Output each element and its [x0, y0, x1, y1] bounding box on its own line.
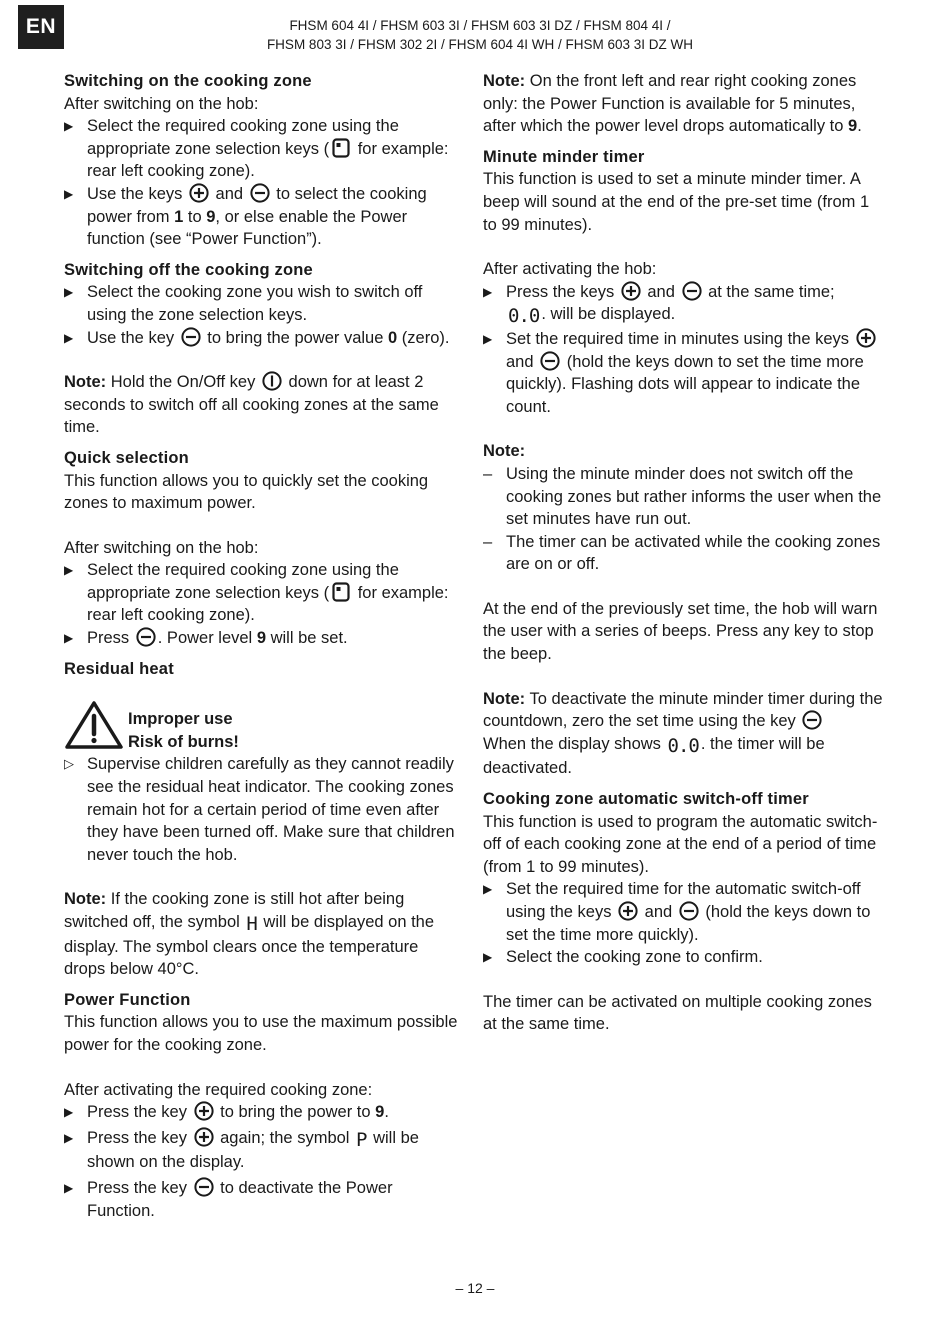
step-text: Select the required cooking zone using the appropriate zone selection keys ( — [87, 561, 399, 602]
plus-key-icon — [194, 1101, 214, 1121]
minute-minder-notes — [483, 463, 883, 576]
left-column — [64, 70, 464, 1222]
power-function-steps — [64, 1101, 464, 1222]
section-title-quick-selection: Quick selection — [64, 448, 189, 467]
minus-key-icon — [250, 183, 270, 203]
power-value: 0 — [388, 328, 398, 347]
plus-key-icon — [194, 1127, 214, 1147]
minus-key-icon — [679, 901, 699, 921]
step-text: Use the keys — [87, 184, 187, 203]
list-item — [64, 183, 464, 251]
minute-minder-intro: After activating the hob: — [483, 260, 657, 279]
list-item — [483, 878, 883, 946]
step-text: . will be displayed. — [541, 305, 676, 324]
section-title-auto-switch-off: Cooking zone automatic switch-off timer — [483, 790, 809, 809]
list-item — [64, 327, 464, 350]
power-function-intro: After activating the required cooking zone: — [64, 1080, 373, 1099]
list-item — [483, 946, 883, 969]
display-zero-zero: 0.0 — [667, 734, 699, 757]
auto-switch-off-end-text: The timer can be activated on multiple cooking zones at the same time. — [483, 992, 872, 1034]
note-text: . — [857, 117, 862, 136]
list-item — [64, 753, 464, 866]
display-symbol-h: H — [246, 913, 257, 935]
step-text: . Power level — [157, 629, 257, 648]
section-title-minute-minder: Minute minder timer — [483, 147, 645, 166]
model-line-2: FHSM 803 3I / FHSM 302 2I / FHSM 604 4I WH / FHSM 603 3I DZ WH — [266, 37, 694, 52]
plus-key-icon — [621, 281, 641, 301]
minute-minder-steps — [483, 281, 883, 419]
step-text: for example: rear left cooking zone). — [87, 139, 449, 181]
power-value: 9 — [256, 629, 266, 648]
step-text: Press the keys — [506, 282, 619, 301]
list-item — [64, 1101, 464, 1124]
warning-triangle-icon — [64, 700, 124, 750]
minus-key-icon — [802, 710, 822, 730]
quick-selection-text: This function allows you to quickly set the cooking zones to maximum power. — [64, 471, 429, 513]
note-text: . the timer will be deactivated. — [483, 734, 825, 778]
zone-select-key-icon — [331, 138, 351, 158]
power-key-icon — [262, 371, 282, 391]
note-label: Note: — [483, 72, 526, 90]
step-text: , or else enable the Power function (see “Power Function”). — [87, 207, 408, 249]
zone-select-key-icon — [331, 582, 351, 602]
note-heading: Note: — [483, 442, 526, 461]
step-text: (hold the keys down to set the time more quickly). — [506, 903, 871, 944]
note-text: will be displayed on the display. The symbol clears once the temperature drops below 40°C. — [64, 913, 435, 979]
warning-line-1: Improper use — [128, 710, 233, 729]
note-text: The timer can be activated while the cooking zones are on or off. — [506, 532, 881, 574]
switching-on-steps — [64, 115, 464, 251]
minus-key-icon — [136, 627, 156, 647]
plus-key-icon — [189, 183, 209, 203]
right-column — [483, 70, 883, 1036]
plus-key-icon — [618, 901, 638, 921]
step-text: Set the required time for the automatic switch-off using the keys — [506, 880, 861, 921]
step-text: Select the cooking zone you wish to switch off using the zone selection keys. — [87, 283, 423, 324]
step-text: to select the cooking power from — [87, 184, 427, 226]
section-title-switching-on: Switching on the cooking zone — [64, 72, 312, 90]
language-badge: EN — [18, 5, 64, 49]
step-text: to bring the power value — [202, 328, 388, 347]
note-text: When the display shows — [483, 734, 666, 753]
power-value: 1 — [174, 207, 184, 226]
minus-key-icon — [194, 1177, 214, 1197]
step-text: (hold the keys down to set the time more quickly). Flashing dots will appear to indicate the count. — [506, 352, 864, 416]
step-text: will be shown on the display. — [87, 1128, 419, 1172]
step-text: Press the key — [87, 1178, 192, 1197]
note-text: down for at least 2 seconds to switch off all cooking zones at the same time. — [64, 373, 439, 437]
note-label: Note: — [483, 689, 526, 708]
note-label: Note: — [64, 373, 107, 392]
list-item — [64, 1127, 464, 1174]
list-item — [483, 328, 883, 418]
minute-minder-end-text: At the end of the previously set time, the hob will warn the user with a series of beeps. Press any key to stop the beep. — [483, 599, 878, 664]
list-item — [64, 281, 464, 326]
plus-key-icon — [856, 328, 876, 348]
minus-key-icon — [682, 281, 702, 301]
minus-key-icon — [540, 351, 560, 371]
step-text: Set the required time in minutes using the keys — [506, 329, 854, 348]
switching-off-steps — [64, 281, 464, 349]
power-value: 9 — [848, 117, 858, 136]
list-item — [64, 559, 464, 627]
power-value: 9 — [206, 207, 216, 226]
note-text: Hold the On/Off key — [106, 373, 260, 392]
display-zero-zero: 0.0 — [508, 305, 540, 328]
step-text: (zero). — [397, 328, 450, 347]
step-text: and — [506, 352, 539, 371]
list-item — [483, 463, 883, 531]
list-item — [64, 627, 464, 650]
section-title-residual-heat: Residual heat — [64, 659, 174, 678]
step-text: Select the required cooking zone using the appropriate zone selection keys ( — [87, 117, 399, 158]
step-text: Press — [87, 629, 134, 648]
step-text: and — [640, 903, 677, 921]
section-title-power-function: Power Function — [64, 990, 191, 1009]
step-text: at the same time; — [703, 282, 835, 301]
step-text: to deactivate the Power Function. — [87, 1178, 393, 1220]
step-text: Select the cooking zone to confirm. — [506, 948, 763, 967]
switching-on-intro: After switching on the hob: — [64, 94, 259, 113]
model-list — [120, 16, 840, 54]
step-text: Supervise children carefully as they cannot readily see the residual heat indicator. The cooking zones remain hot for a certain period of time even after they have been turned off. Make sure that children never touch the hob. — [87, 755, 455, 864]
note-text: To deactivate the minute minder timer during the countdown, zero the set time using the key — [483, 689, 883, 731]
step-text: Press the key — [87, 1128, 192, 1147]
step-text: and — [210, 184, 248, 203]
step-text: Press the key — [87, 1103, 192, 1122]
power-value: 9 — [375, 1103, 385, 1122]
model-line-1: FHSM 604 4I / FHSM 603 3I / FHSM 603 3I DZ / FHSM 804 4I / — [289, 18, 671, 33]
note-power-function-limit — [483, 70, 883, 138]
minus-key-icon — [181, 327, 201, 347]
step-text: Use the key — [87, 328, 179, 347]
step-text: for example: rear left cooking zone). — [87, 583, 449, 625]
note-text: On the front left and rear right cooking zones only: the Power Function is available for 5 minutes, after which the power level drops automatically to — [483, 72, 857, 136]
page-number: – 12 – — [455, 1280, 495, 1296]
note-deactivate-minder — [483, 688, 883, 780]
note-residual-heat — [64, 888, 464, 980]
step-text: to bring the power to — [215, 1103, 376, 1122]
warning-text — [128, 708, 239, 753]
residual-heat-steps — [64, 753, 464, 866]
display-symbol-p: P — [356, 1128, 367, 1151]
step-text: and — [642, 282, 680, 301]
note-text: Using the minute minder does not switch off the cooking zones but rather informs the user when the set minutes have run out. — [506, 464, 882, 529]
note-text: If the cooking zone is still hot after being switched off, the symbol — [64, 890, 405, 931]
auto-switch-off-text: This function is used to program the automatic switch-off of each cooking zone at the end of a period of time (from 1 to 99 minutes). — [483, 812, 878, 876]
list-item — [483, 531, 883, 576]
minute-minder-text: This function is used to set a minute minder timer. A beep will sound at the end of the pre-set time (from 1 to 99 minutes). — [483, 170, 870, 234]
warning-box — [64, 690, 464, 753]
power-function-text: This function allows you to use the maximum possible power for the cooking zone. — [64, 1013, 458, 1054]
list-item — [64, 115, 464, 183]
note-label: Note: — [64, 890, 107, 909]
list-item — [483, 281, 883, 328]
step-text: to — [183, 207, 207, 226]
section-title-switching-off: Switching off the cooking zone — [64, 260, 313, 279]
list-item — [64, 1177, 464, 1222]
step-text: again; the symbol — [215, 1128, 355, 1147]
quick-selection-intro: After switching on the hob: — [64, 538, 259, 557]
quick-selection-steps — [64, 559, 464, 649]
warning-line-2: Risk of burns! — [128, 732, 239, 751]
step-text: will be set. — [266, 629, 348, 648]
step-text: . — [384, 1103, 389, 1122]
auto-switch-off-steps — [483, 878, 883, 968]
note-switch-off — [64, 371, 464, 439]
